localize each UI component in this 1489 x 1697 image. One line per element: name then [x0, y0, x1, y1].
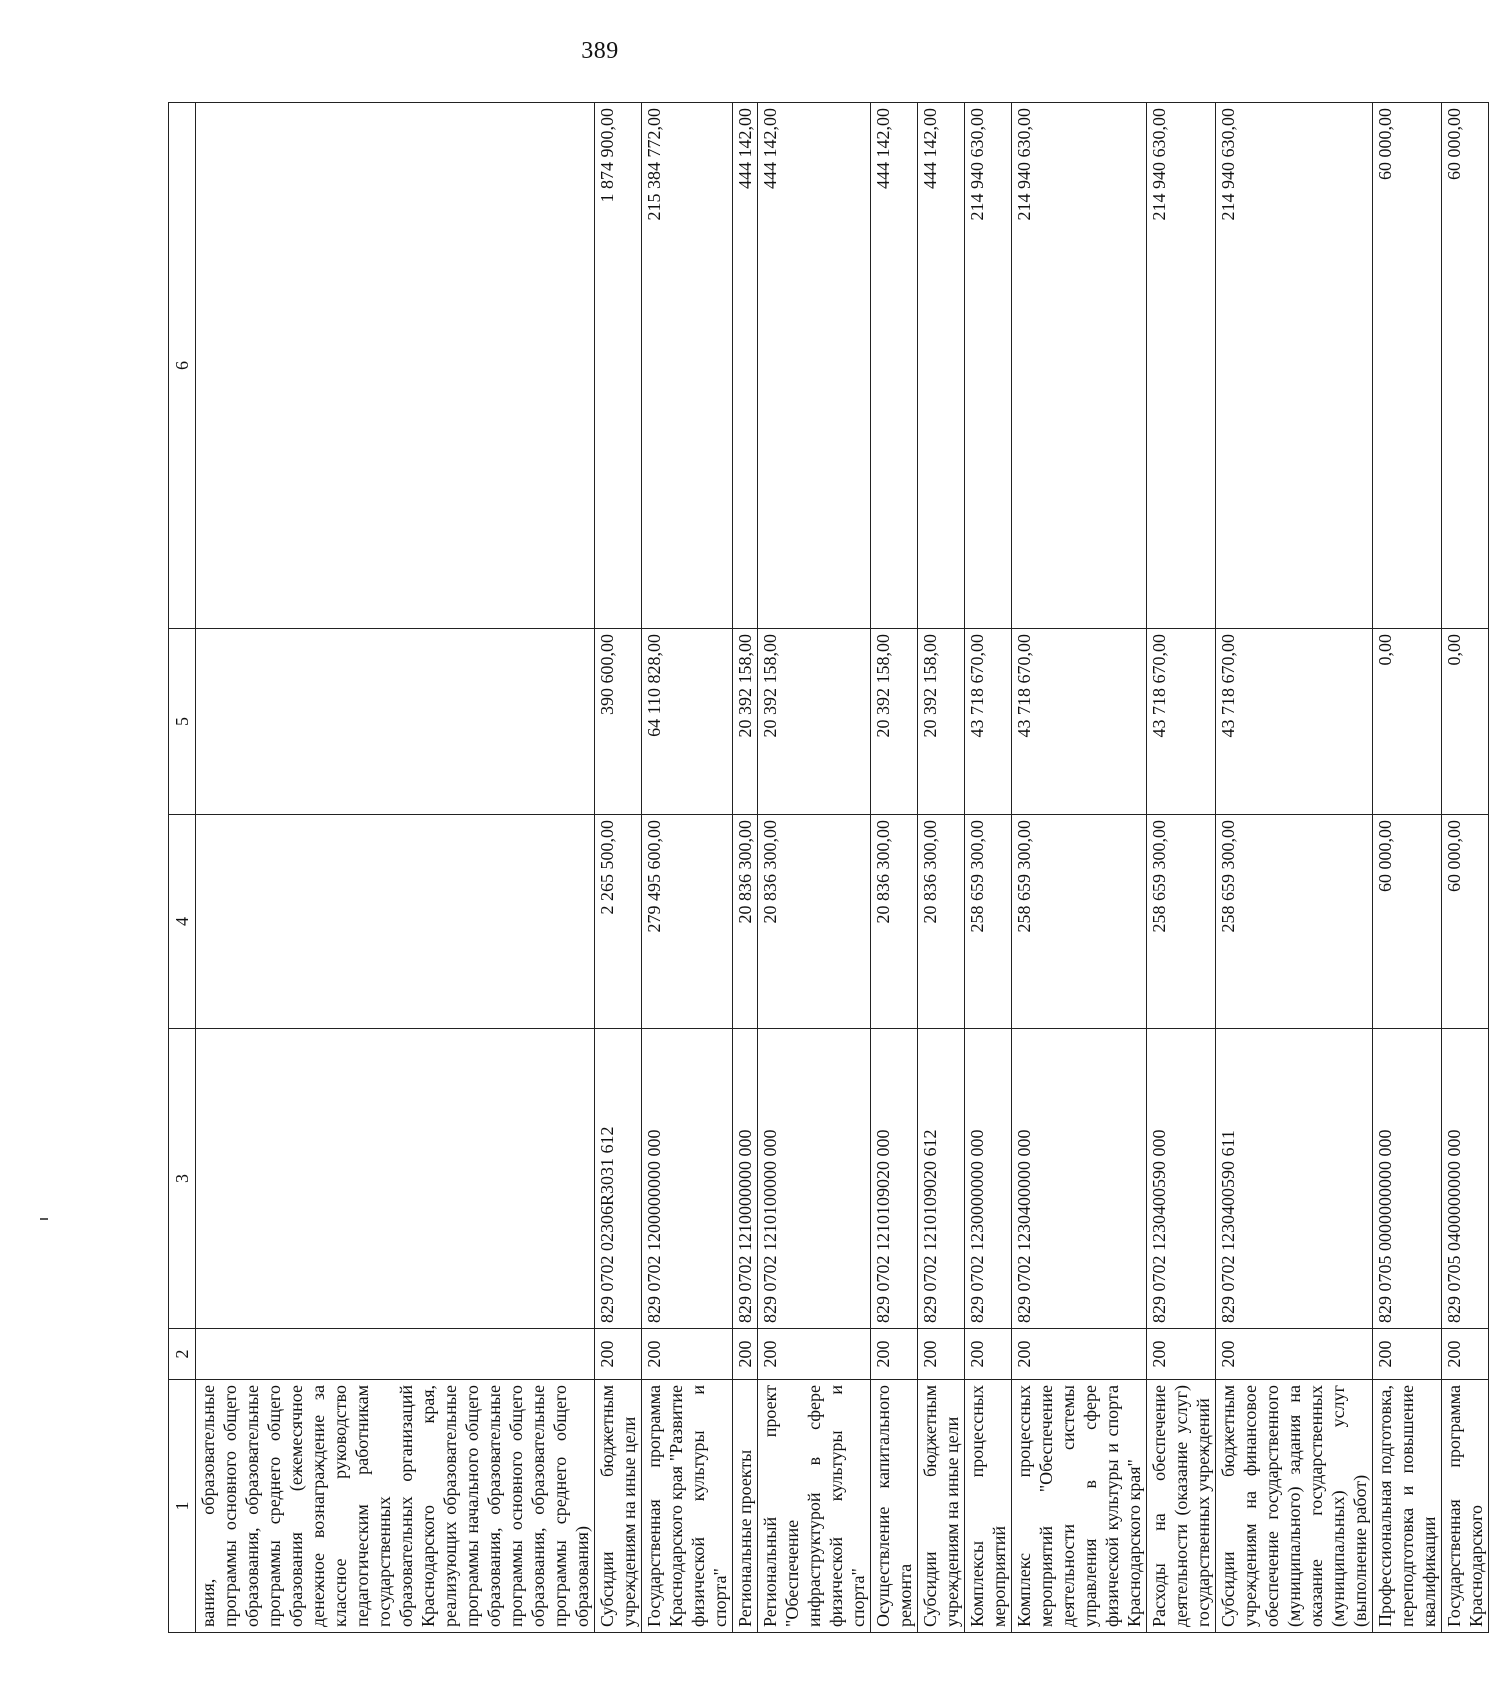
row-code: 829 0702 1230400590 611	[1216, 1029, 1373, 1329]
table-row	[1373, 103, 1442, 1633]
row-value-5: 43 718 670,00	[1012, 629, 1147, 815]
row-col2: 200	[1442, 1329, 1489, 1380]
table-row	[1442, 103, 1489, 1633]
row-value-4: 60 000,00	[1442, 815, 1489, 1029]
row-value-4: 20 836 300,00	[758, 815, 871, 1029]
row-value-6: 214 940 630,00	[1216, 103, 1373, 629]
header-row	[169, 103, 196, 1633]
row-value-5: 43 718 670,00	[965, 629, 1012, 815]
table-row	[918, 103, 965, 1633]
row-value-4: 258 659 300,00	[965, 815, 1012, 1029]
header-col-6: 6	[169, 103, 196, 629]
header-col-4: 4	[169, 815, 196, 1029]
row-name: Региональные проекты	[733, 1380, 758, 1633]
table-row	[1216, 103, 1373, 1633]
row-value-6: 60 000,00	[1373, 103, 1442, 629]
row-name: Субсидии бюджетным учреждениям на финансовое обеспечение государственного (муниципального) задания на оказание государственных (муниципальных) услуг (выполнение работ)	[1216, 1380, 1373, 1633]
row-value-5: 20 392 158,00	[733, 629, 758, 815]
header-col-1: 1	[169, 1380, 196, 1633]
row-col2: 200	[595, 1329, 642, 1380]
row-value-6: 444 142,00	[871, 103, 918, 629]
row-col2: 200	[918, 1329, 965, 1380]
row-code: 829 0702 1230400590 000	[1147, 1029, 1216, 1329]
row-value-5: 64 110 828,00	[642, 629, 733, 815]
row-code: 829 0705 0400000000 000	[1442, 1029, 1489, 1329]
row-name: Комплекс процессных мероприятий "Обеспечение деятельности системы управления в сфере физической культуры и спорта Краснодарского края"	[1012, 1380, 1147, 1633]
row-value-6: 444 142,00	[918, 103, 965, 629]
row-value-4: 20 836 300,00	[871, 815, 918, 1029]
row-value-5: 20 392 158,00	[871, 629, 918, 815]
row-code: 829 0702 1200000000 000	[642, 1029, 733, 1329]
table-row	[758, 103, 871, 1633]
row-col2: 200	[965, 1329, 1012, 1380]
row-col2: 200	[1373, 1329, 1442, 1380]
budget-table	[168, 102, 1489, 1633]
table-row	[871, 103, 918, 1633]
row-value-4: 20 836 300,00	[918, 815, 965, 1029]
table-row	[595, 103, 642, 1633]
row-value-6: 214 940 630,00	[1012, 103, 1147, 629]
row-value-5: 20 392 158,00	[918, 629, 965, 815]
row-value-5: 43 718 670,00	[1147, 629, 1216, 815]
row-code	[196, 1029, 595, 1329]
header-col-5: 5	[169, 629, 196, 815]
table-row	[196, 103, 595, 1633]
row-name: Региональный проект "Обеспечение инфраструктурой в сфере физической культуры и спорта"	[758, 1380, 871, 1633]
rotated-table-wrapper	[168, 103, 1486, 1633]
row-code: 829 0702 02306R3031 612	[595, 1029, 642, 1329]
row-value-6: 1 874 900,00	[595, 103, 642, 629]
row-code: 829 0702 1210100000 000	[758, 1029, 871, 1329]
row-value-4: 258 659 300,00	[1147, 815, 1216, 1029]
row-name: Субсидии бюджетным учреждениям на иные цели	[595, 1380, 642, 1633]
page-number: 389	[581, 38, 619, 64]
row-value-4: 279 495 600,00	[642, 815, 733, 1029]
row-code: 829 0702 1210000000 000	[733, 1029, 758, 1329]
row-value-6: 214 940 630,00	[965, 103, 1012, 629]
row-value-4	[196, 815, 595, 1029]
row-name: Профессиональная подготовка, переподготовка и повышение квалификации	[1373, 1380, 1442, 1633]
row-value-4: 258 659 300,00	[1216, 815, 1373, 1029]
row-col2: 200	[733, 1329, 758, 1380]
row-value-4: 20 836 300,00	[733, 815, 758, 1029]
row-value-6: 215 384 772,00	[642, 103, 733, 629]
row-col2: 200	[642, 1329, 733, 1380]
row-value-4: 258 659 300,00	[1012, 815, 1147, 1029]
row-name: Расходы на обеспечение деятельности (оказание услуг) государственных учреждений	[1147, 1380, 1216, 1633]
table-row	[733, 103, 758, 1633]
row-col2: 200	[871, 1329, 918, 1380]
row-value-4: 60 000,00	[1373, 815, 1442, 1029]
row-value-6: 60 000,00	[1442, 103, 1489, 629]
row-col2: 200	[1012, 1329, 1147, 1380]
table-header	[169, 103, 196, 1633]
row-value-4: 2 265 500,00	[595, 815, 642, 1029]
row-name: Государственная программа Краснодарского края "Развитие физической культуры и спорта"	[642, 1380, 733, 1633]
header-col-3: 3	[169, 1029, 196, 1329]
row-value-6	[196, 103, 595, 629]
row-value-5: 0,00	[1442, 629, 1489, 815]
row-col2: 200	[1147, 1329, 1216, 1380]
row-col2: 200	[1216, 1329, 1373, 1380]
row-value-5: 390 600,00	[595, 629, 642, 815]
row-name: вания, образовательные программы основного общего образования, образовательные программы среднего общего образования (ежемесячное денежное вознаграждение за классное руководство педагогическим работникам государственных образовательных организаций Краснодарского края, реализующих образовательные программы начального общего образования, образовательные программы основного общего образования, образовательные программы среднего общего образования)	[196, 1380, 595, 1633]
row-value-5: 20 392 158,00	[758, 629, 871, 815]
row-value-5: 43 718 670,00	[1216, 629, 1373, 815]
row-value-6: 444 142,00	[758, 103, 871, 629]
row-col2	[196, 1329, 595, 1380]
scan-mark	[40, 1218, 48, 1220]
table-body	[196, 103, 1489, 1633]
table-row	[965, 103, 1012, 1633]
row-name: Осуществление капитального ремонта	[871, 1380, 918, 1633]
row-value-5: 0,00	[1373, 629, 1442, 815]
row-value-6: 214 940 630,00	[1147, 103, 1216, 629]
row-col2: 200	[758, 1329, 871, 1380]
row-name: Государственная программа Краснодарского	[1442, 1380, 1489, 1633]
row-value-6: 444 142,00	[733, 103, 758, 629]
row-name: Субсидии бюджетным учреждениям на иные цели	[918, 1380, 965, 1633]
table-row	[642, 103, 733, 1633]
row-code: 829 0702 1230400000 000	[1012, 1029, 1147, 1329]
table-row	[1012, 103, 1147, 1633]
row-code: 829 0702 1210109020 612	[918, 1029, 965, 1329]
row-code: 829 0702 1230000000 000	[965, 1029, 1012, 1329]
header-col-2: 2	[169, 1329, 196, 1380]
row-code: 829 0705 0000000000 000	[1373, 1029, 1442, 1329]
row-value-5	[196, 629, 595, 815]
row-name: Комплексы процессных мероприятий	[965, 1380, 1012, 1633]
row-code: 829 0702 1210109020 000	[871, 1029, 918, 1329]
table-row	[1147, 103, 1216, 1633]
